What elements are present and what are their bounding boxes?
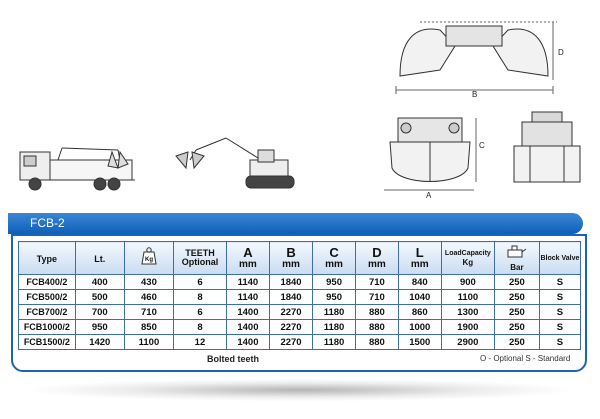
cell-d: 710 <box>356 275 399 290</box>
drop-shadow <box>30 379 570 401</box>
col-header-weight <box>124 242 173 275</box>
dimension-b-label: B <box>472 90 478 99</box>
cell-a: 1400 <box>226 305 269 320</box>
cell-a: 1400 <box>226 335 269 350</box>
cell-type: FCB700/2 <box>19 305 76 320</box>
table-row <box>19 305 581 320</box>
cell-a: 1400 <box>226 320 269 335</box>
bolted-teeth-note: Bolted teeth <box>207 354 260 364</box>
cell-l: 860 <box>398 305 441 320</box>
table-row <box>19 335 581 350</box>
section-title: FCB-2 <box>30 216 65 230</box>
cell-bar: 250 <box>494 335 539 350</box>
cell-l: 840 <box>398 275 441 290</box>
cell-bar: 250 <box>494 275 539 290</box>
cell-load: 900 <box>441 275 494 290</box>
cell-bar: 250 <box>494 290 539 305</box>
col-header-a: A mm <box>226 242 269 275</box>
cell-b: 1840 <box>269 290 312 305</box>
col-header-block-valve: Block Valve <box>539 242 580 275</box>
cell-c: 950 <box>313 275 356 290</box>
cell-block-valve: S <box>539 320 580 335</box>
cell-l: 1000 <box>398 320 441 335</box>
truck-crane-illustration <box>20 148 135 190</box>
cell-b: 1840 <box>269 275 312 290</box>
weight-unit: Kg <box>144 256 153 263</box>
cell-load: 1900 <box>441 320 494 335</box>
cell-teeth: 6 <box>174 305 227 320</box>
cell-type: FCB500/2 <box>19 290 76 305</box>
col-header-load-capacity: LoadCapacity Kg <box>441 242 494 275</box>
cell-block-valve: S <box>539 305 580 320</box>
cell-a: 1140 <box>226 275 269 290</box>
cell-teeth: 12 <box>174 335 227 350</box>
grab-closed-drawing <box>384 118 476 190</box>
cell-lt: 400 <box>75 275 124 290</box>
cell-teeth: 8 <box>174 290 227 305</box>
table-row <box>19 290 581 305</box>
cell-c: 1180 <box>313 335 356 350</box>
cell-d: 880 <box>356 320 399 335</box>
spec-table <box>18 241 581 350</box>
cell-b: 2270 <box>269 320 312 335</box>
cell-d: 880 <box>356 335 399 350</box>
col-header-type: Type <box>19 242 76 275</box>
cell-teeth: 8 <box>174 320 227 335</box>
legend-note: O - Optional S - Standard <box>480 354 571 363</box>
table-row <box>19 320 581 335</box>
cell-kg: 710 <box>124 305 173 320</box>
weight-icon <box>139 246 159 266</box>
cell-c: 1180 <box>313 305 356 320</box>
cell-a: 1140 <box>226 290 269 305</box>
spec-table-frame <box>11 234 587 372</box>
cell-bar: 250 <box>494 305 539 320</box>
cell-c: 950 <box>313 290 356 305</box>
cell-l: 1500 <box>398 335 441 350</box>
cell-kg: 430 <box>124 275 173 290</box>
excavator-illustration <box>176 138 294 188</box>
cell-load: 1100 <box>441 290 494 305</box>
col-header-b: B mm <box>269 242 312 275</box>
cell-d: 710 <box>356 290 399 305</box>
cell-block-valve: S <box>539 335 580 350</box>
cell-lt: 700 <box>75 305 124 320</box>
grab-open-drawing <box>396 22 557 94</box>
dimension-c-label: C <box>479 141 485 150</box>
cell-lt: 1420 <box>75 335 124 350</box>
dimension-d-label: D <box>558 48 564 57</box>
cell-b: 2270 <box>269 335 312 350</box>
dimension-a-label: A <box>426 191 432 200</box>
col-header-c: C mm <box>313 242 356 275</box>
cell-c: 1180 <box>313 320 356 335</box>
col-header-d: D mm <box>356 242 399 275</box>
col-header-lt: Lt. <box>75 242 124 275</box>
section-header-band <box>8 213 583 234</box>
cell-lt: 500 <box>75 290 124 305</box>
col-header-l: L mm <box>398 242 441 275</box>
col-header-pressure: Bar <box>494 242 539 275</box>
cell-b: 2270 <box>269 305 312 320</box>
cell-bar: 250 <box>494 320 539 335</box>
pressure-gauge-icon <box>506 244 528 258</box>
col-header-teeth: TEETH Optional <box>174 242 227 275</box>
cell-teeth: 6 <box>174 275 227 290</box>
cell-d: 880 <box>356 305 399 320</box>
table-row <box>19 275 581 290</box>
cell-lt: 950 <box>75 320 124 335</box>
cell-block-valve: S <box>539 290 580 305</box>
table-header-row <box>19 242 581 275</box>
grab-side-drawing <box>514 112 580 182</box>
cell-kg: 1100 <box>124 335 173 350</box>
cell-type: FCB1000/2 <box>19 320 76 335</box>
cell-type: FCB1500/2 <box>19 335 76 350</box>
cell-l: 1040 <box>398 290 441 305</box>
cell-type: FCB400/2 <box>19 275 76 290</box>
cell-kg: 850 <box>124 320 173 335</box>
cell-load: 1300 <box>441 305 494 320</box>
cell-load: 2900 <box>441 335 494 350</box>
cell-block-valve: S <box>539 275 580 290</box>
cell-kg: 460 <box>124 290 173 305</box>
